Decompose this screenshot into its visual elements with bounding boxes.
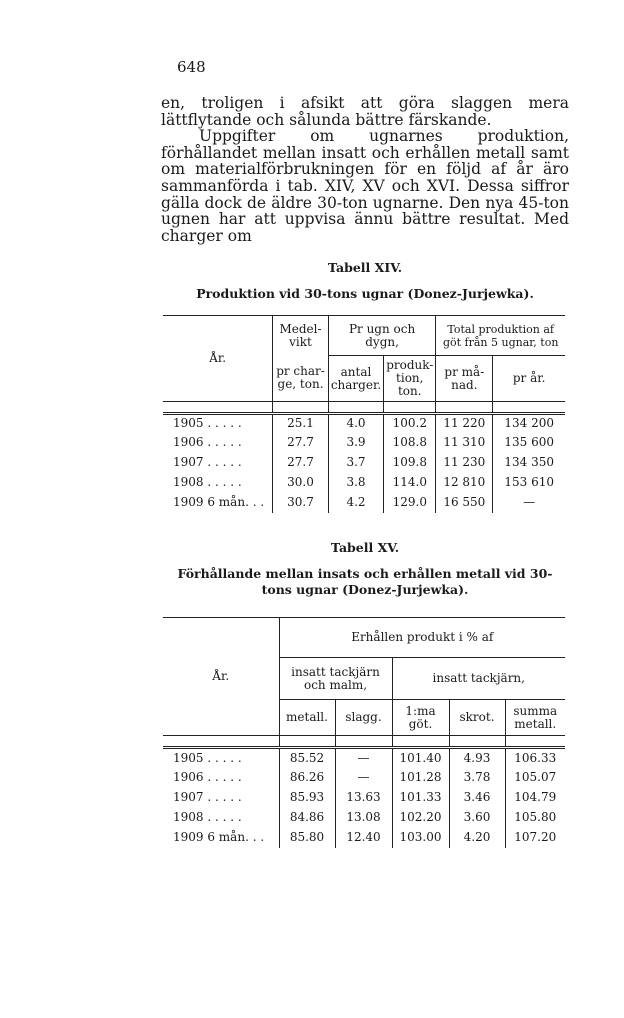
cell-manad: 11 310 [436,433,493,453]
cell-got: 101.28 [392,768,449,788]
page-number: 648 [177,58,206,76]
row-year: 1906 . . . . . [173,435,242,449]
cell-vikt: 25.1 [273,414,329,433]
row-year: 1909 6 mån. . . [173,830,265,844]
table-row [163,788,565,808]
body-text [161,95,569,244]
col-insatt-tack-header: insatt tackjärn, [392,658,565,700]
cell-slagg: — [335,768,392,788]
cell-prod: 109.8 [384,453,436,473]
table-xv [163,617,565,848]
table-row [163,493,565,513]
cell-manad: 11 230 [436,453,493,473]
cell-ar: — [493,493,565,513]
cell-summa: 105.07 [505,768,565,788]
cell-metall: 84.86 [279,808,335,828]
cell-manad: 12 810 [436,473,493,493]
cell-metall: 85.80 [279,828,335,848]
cell-summa: 105.80 [505,808,565,828]
cell-ar: 153 610 [493,473,565,493]
col-pr-ugn-header: Pr ugn och dygn, [328,316,436,356]
cell-got: 101.40 [392,748,449,768]
cell-antal: 3.7 [328,453,383,473]
col-skrot-header: skrot. [449,700,505,736]
cell-manad: 11 220 [436,414,493,433]
cell-skrot: 4.93 [449,748,505,768]
cell-summa: 107.20 [505,828,565,848]
row-year: 1905 . . . . . [173,416,242,431]
table-row [163,748,565,768]
cell-got: 101.33 [392,788,449,808]
cell-prod: 129.0 [384,493,436,513]
paragraph-1: en, troligen i afsikt att göra slaggen mera lättflytande och sålunda bättre färskande. [161,94,569,129]
col-ma-got-header: 1:ma göt. [392,700,449,736]
cell-slagg: 13.63 [335,788,392,808]
cell-skrot: 3.60 [449,808,505,828]
cell-slagg: — [335,748,392,768]
row-year: 1909 6 mån. . . [173,495,265,509]
table-row [163,473,565,493]
cell-vikt: 27.7 [273,433,329,453]
table-xiv-label: Tabell XIV. [327,260,403,275]
cell-vikt: 27.7 [273,453,329,473]
table-xv-title-2: tons ugnar (Donez-Jurjewka). [261,582,469,597]
col-antal-header: antal charger. [328,356,383,402]
cell-summa: 104.79 [505,788,565,808]
row-year: 1907 . . . . . [173,455,242,469]
paragraph-2: Uppgifter om ugnarnes produktion, förhållandet mellan insatt och erhållen metall samt om materialförbrukningen för en följd af år äro sammanförda i tab. XIV, XV och XVI. Dessa siffror gälla dock de äldre 30-ton ugnarne. Den nya 45-ton ugnen har att uppvisa ännu bättre resultat. Med charger om [161,127,569,245]
cell-skrot: 4.20 [449,828,505,848]
cell-metall: 85.52 [279,748,335,768]
cell-summa: 106.33 [505,748,565,768]
cell-got: 103.00 [392,828,449,848]
cell-manad: 16 550 [436,493,493,513]
col-medelvikt-header: Medel- vikt [273,316,329,356]
cell-got: 102.20 [392,808,449,828]
table-xv-title-1: Förhållande mellan insats och erhållen metall vid 30- [177,566,553,581]
cell-vikt: 30.7 [273,493,329,513]
col-year-header: År. [163,316,273,402]
col-year-header: År. [163,618,279,736]
table-xv-label: Tabell XV. [330,540,400,555]
table-row [163,828,565,848]
cell-antal: 4.2 [328,493,383,513]
row-year: 1908 . . . . . [173,475,242,489]
row-year: 1907 . . . . . [173,790,242,804]
row-year: 1905 . . . . . [173,750,242,765]
row-year: 1906 . . . . . [173,770,242,784]
col-insatt-malm-header: insatt tackjärn och malm, [279,658,392,700]
table-row [163,414,565,433]
col-summa-header: summa metall. [505,700,565,736]
cell-skrot: 3.78 [449,768,505,788]
cell-ar: 134 200 [493,414,565,433]
table-row [163,808,565,828]
col-erhallen-header: Erhållen produkt i % af [279,618,565,658]
col-pr-manad-header: pr må- nad. [436,356,493,402]
cell-ar: 135 600 [493,433,565,453]
cell-slagg: 13.08 [335,808,392,828]
table-row [163,768,565,788]
cell-vikt: 30.0 [273,473,329,493]
table-xiv [163,315,565,513]
cell-antal: 3.9 [328,433,383,453]
cell-slagg: 12.40 [335,828,392,848]
col-total-header: Total produktion af göt från 5 ugnar, ton [436,316,565,356]
cell-skrot: 3.46 [449,788,505,808]
cell-antal: 4.0 [328,414,383,433]
cell-prod: 100.2 [384,414,436,433]
col-produktion-header: produk- tion, ton. [384,356,436,402]
col-metall-header: metall. [279,700,335,736]
row-year: 1908 . . . . . [173,810,242,824]
cell-prod: 108.8 [384,433,436,453]
cell-metall: 85.93 [279,788,335,808]
col-slagg-header: slagg. [335,700,392,736]
col-pr-ar-header: pr år. [493,356,565,402]
cell-prod: 114.0 [384,473,436,493]
table-row [163,453,565,473]
cell-antal: 3.8 [328,473,383,493]
table-xiv-title: Produktion vid 30-tons ugnar (Donez-Jurjewka). [196,286,534,301]
table-row [163,433,565,453]
cell-ar: 134 350 [493,453,565,473]
cell-metall: 86.26 [279,768,335,788]
col-pr-charge-header: pr char- ge, ton. [273,356,329,402]
